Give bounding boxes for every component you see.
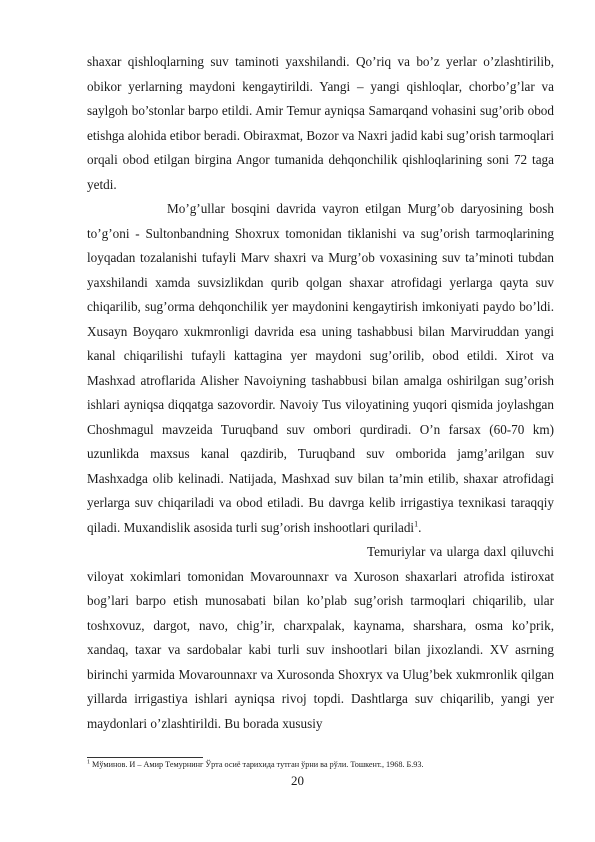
paragraph-3-text: Temuriylar va ularga daxl qiluvchi viloyat xokimlari tomonidan Movarounnaxr va Xuroson shaxarlari atrofida istiroxat bog’lari barpo etish munosabati bilan ko’plab sug’orish tarmoqlari chiqarilib, ular toshxovuz, dargot, navo, chig’ir, charxpalak, kaynama, sharshara, osma ko’prik, xandaq, taxar va sardobalar kabi turli suv inshootlari bilan jixozlandi. XV asrning birinchi yarmida Movarounnaxr va Xurosonda Shoxryx va Ulug’bek xukmronlik qilgan yillarda irrigastiya ishlari ayniqsa rivoj topdi. Dashtlarga suv chiqarilib, yangi yer maydonlari o’zlashtirildi. Bu borada xususiy (87, 544, 554, 731)
paragraph-2-text: Mo’g’ullar bosqini davrida vayron etilgan Murg’ob daryosining bosh to’g’oni - Sultonbandning Shoxrux tomonidan tiklanishi va sug’orish tarmoqlarining loyqadan tozalanishi tufayli Marv shaxri va Murg’ob voxasining suv ta’minoti tubdan yaxshilandi xamda suvsizlikdan qurib qolgan shaxar atrofidagi yerlarga qayta suv chiqarilib, sug’orma dehqonchilik yer maydonini kengaytirish imkoniyati paydo bo’ldi. Xusayn Boyqaro xukmronligi davrida esa uning tashabbusi bilan Marviruddan yangi kanal chiqarilishi tufayli kattagina yer maydoni sug’orilib, obod etildi. Xirot va Mashxad atroflarida Alisher Navoiyning tashabbusi bilan amalga oshirilgan sug’orish ishlari ayniqsa diqqatga sazovordir. Navoiy Tus viloyatining yuqori qismida joylashgan Choshmagul mavzeida Turuqband suv ombori qurdiradi. O’n farsax (60-70 km) uzunlikda maxsus kanal qazdirib, Turuqband suv omborida jamg’arilgan suv Mashxadga olib kelinadi. Natijada, Mashxad suv bilan ta’min etilib, shaxar atrofidagi yerlarga suv chiqariladi va obod etiladi. Bu davrga kelib irrigastiya texnikasi taraqqiy qiladi. Muxandislik asosida turli sug’orish inshootlari quriladi (87, 201, 554, 535)
page-number: 20 (291, 773, 304, 788)
paragraph-3 (87, 540, 554, 736)
paragraph-2-end: . (418, 519, 422, 535)
footnote-divider (87, 757, 203, 758)
footnote-ref: 1 (414, 519, 419, 529)
footnote (87, 759, 554, 770)
paragraph-2 (87, 197, 554, 540)
paragraph-1: shaxar qishloqlarning suv taminoti yaxshilandi. Qo’riq va bo’z yerlar o’zlashtirilib, obikor yerlarning maydoni kengaytirildi. Yangi – yangi qishloqlar, chorbo’g’lar va saylgoh bo’stonlar barpo etildi. Amir Temur ayniqsa Samarqand vohasini sug’orib obod etishga alohida etibor beradi. Obiraxmat, Bozor va Naxri jadid kabi sug’orish tarmoqlari orqali obod etilgan birgina Angor tumanida dehqonchilik qishloqlarining soni 72 taga yetdi. (87, 54, 554, 192)
page-body (87, 50, 554, 736)
footnote-mark: 1 (87, 759, 90, 766)
footnote-text: Мўминов. И – Амир Темурнинг Ўрта осиё тарихида тутган ўрни ва рўли. Тошкент., 1968. Б.93. (90, 760, 424, 769)
